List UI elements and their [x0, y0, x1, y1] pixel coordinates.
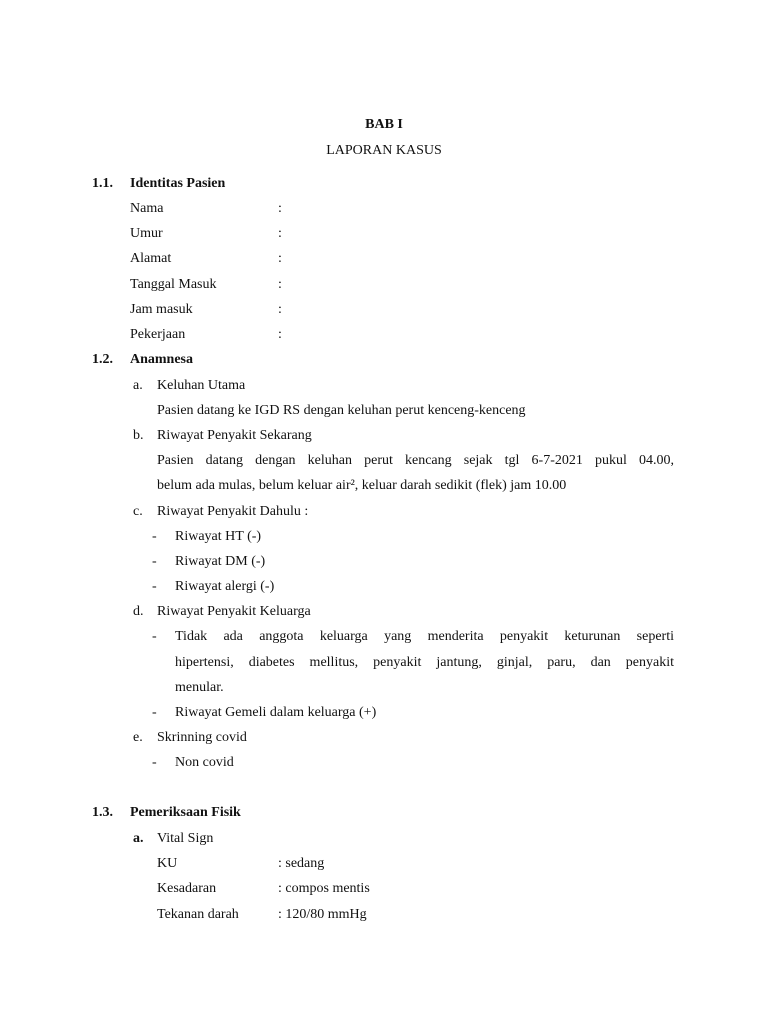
section-number: 1.3. — [92, 805, 113, 820]
section-heading-anamnesa: Anamnesa — [130, 352, 194, 367]
list-item: Riwayat Gemeli dalam keluarga (+) — [175, 705, 377, 720]
section-number: 1.1. — [92, 176, 113, 191]
list-item-line: hipertensi, diabetes mellitus, penyakit jantung, ginjal, paru, dan penyakit — [175, 655, 674, 670]
field-label-pekerjaan: Pekerjaan — [130, 327, 186, 342]
field-label-alamat: Alamat — [130, 251, 172, 266]
field-label-umur: Umur — [130, 226, 163, 241]
list-item: Non covid — [175, 755, 234, 770]
field-label-tanggal-masuk: Tanggal Masuk — [130, 277, 217, 292]
section-number: 1.2. — [92, 352, 113, 367]
subheading-vital-sign: Vital Sign — [157, 831, 214, 846]
list-marker: e. — [133, 730, 143, 745]
section-heading-identitas: Identitas Pasien — [130, 176, 226, 191]
bullet-dash: - — [152, 579, 157, 594]
list-marker: a. — [133, 831, 144, 846]
bullet-dash: - — [152, 554, 157, 569]
list-marker: d. — [133, 604, 144, 619]
field-label-nama: Nama — [130, 201, 164, 216]
vital-value: : compos mentis — [278, 881, 370, 896]
list-item-line: menular. — [175, 680, 224, 695]
field-colon: : — [278, 226, 282, 241]
vital-value: : 120/80 mmHg — [278, 907, 367, 922]
list-item: Riwayat DM (-) — [175, 554, 266, 569]
section-heading-pemeriksaan-fisik: Pemeriksaan Fisik — [130, 805, 241, 820]
list-item: Riwayat HT (-) — [175, 529, 262, 544]
subheading-skrinning-covid: Skrinning covid — [157, 730, 247, 745]
chapter-title: BAB I — [365, 117, 403, 132]
riwayat-sekarang-line: belum ada mulas, belum keluar air², keluar darah sedikit (flek) jam 10.00 — [157, 478, 567, 493]
vital-label-kesadaran: Kesadaran — [157, 881, 217, 896]
field-colon: : — [278, 201, 282, 216]
list-marker: c. — [133, 504, 143, 519]
bullet-dash: - — [152, 755, 157, 770]
bullet-dash: - — [152, 529, 157, 544]
field-colon: : — [278, 302, 282, 317]
field-colon: : — [278, 251, 282, 266]
vital-label-tekanan-darah: Tekanan darah — [157, 907, 239, 922]
list-marker: b. — [133, 428, 144, 443]
list-item: Riwayat alergi (-) — [175, 579, 275, 594]
keluhan-utama-text: Pasien datang ke IGD RS dengan keluhan perut kenceng-kenceng — [157, 403, 526, 418]
vital-value: : sedang — [278, 856, 325, 871]
subheading-keluhan-utama: Keluhan Utama — [157, 378, 246, 393]
riwayat-sekarang-line: Pasien datang dengan keluhan perut kencang sejak tgl 6-7-2021 pukul 04.00, — [157, 453, 674, 468]
bullet-dash: - — [152, 629, 157, 644]
subheading-riwayat-keluarga: Riwayat Penyakit Keluarga — [157, 604, 311, 619]
field-colon: : — [278, 277, 282, 292]
field-colon: : — [278, 327, 282, 342]
subheading-riwayat-dahulu: Riwayat Penyakit Dahulu : — [157, 504, 309, 519]
vital-label-ku: KU — [157, 856, 178, 871]
field-label-jam-masuk: Jam masuk — [130, 302, 193, 317]
subheading-riwayat-sekarang: Riwayat Penyakit Sekarang — [157, 428, 312, 443]
bullet-dash: - — [152, 705, 157, 720]
chapter-subtitle: LAPORAN KASUS — [326, 143, 442, 158]
list-item-line: Tidak ada anggota keluarga yang menderita penyakit keturunan seperti — [175, 629, 674, 644]
list-marker: a. — [133, 378, 143, 393]
